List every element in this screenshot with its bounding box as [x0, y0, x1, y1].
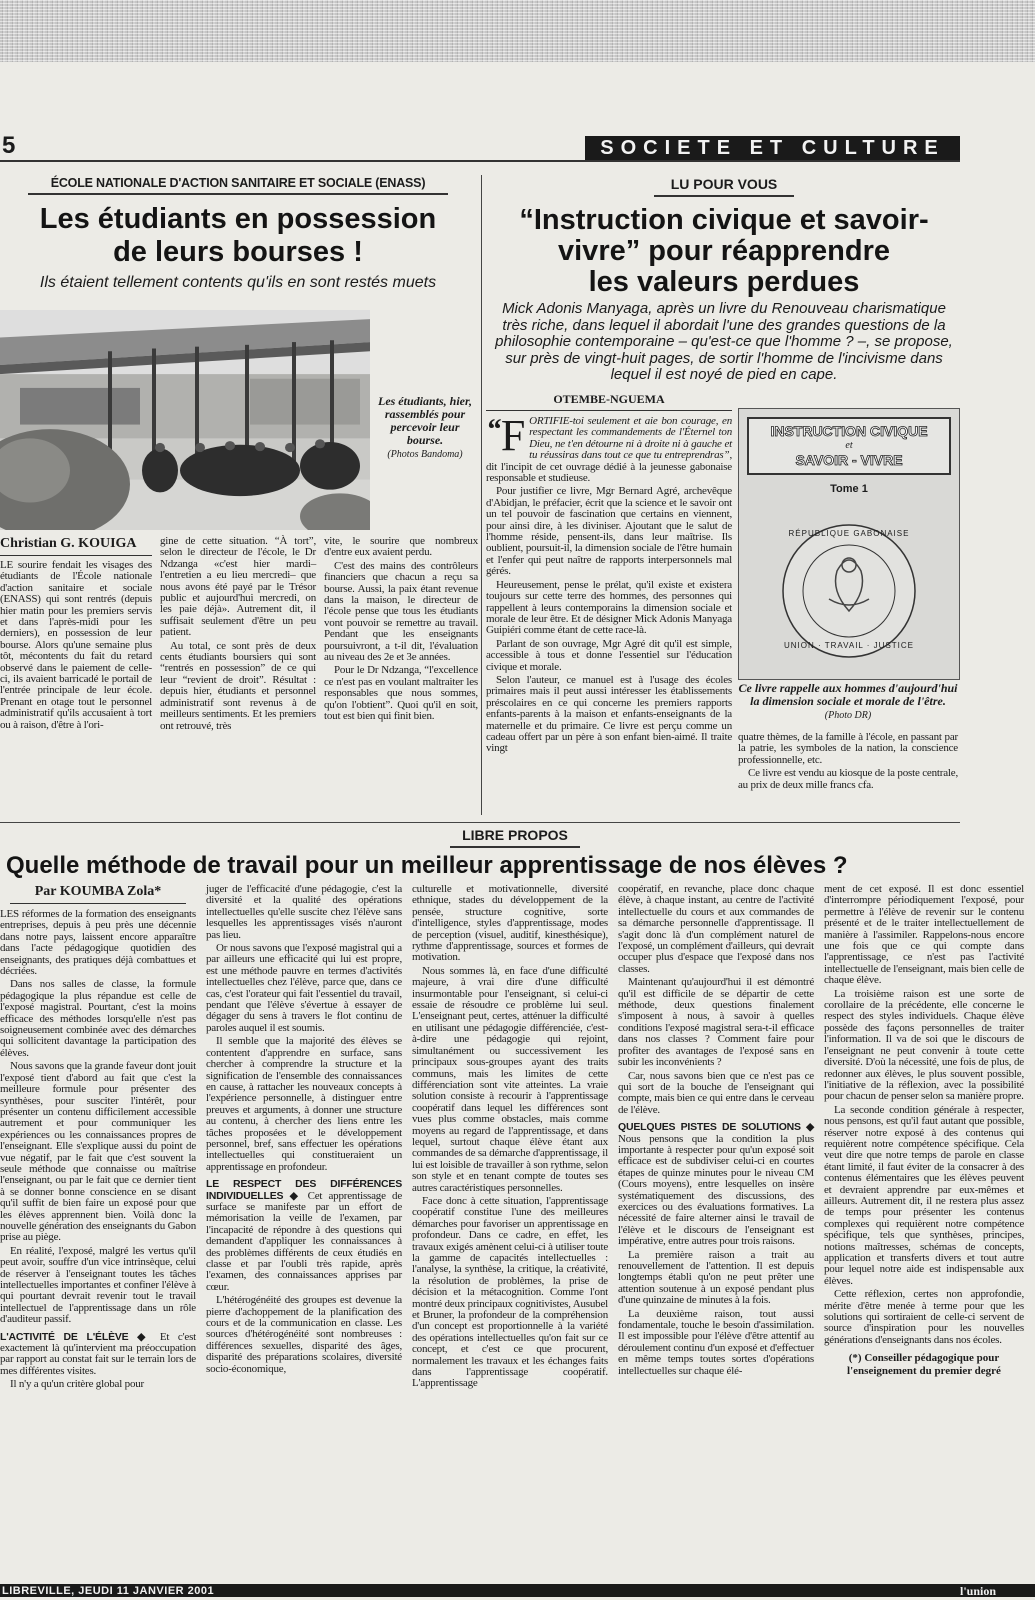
paragraph-text: LES réformes de la formation des enseignants entreprises, depuis à peu près une décennie dans notre pays, laissent encore apparaître dans l'acte pédagogique quotidien des enseignants, des pratiques déjà combattues et décriées.	[0, 908, 196, 978]
paragraph: Heureusement, pense le prélat, qu'il existe et existera toujours sur cette terre des hommes, des personnes qui rappellent à leurs contemporains la dimension sociale et morale de leur être. Et de désigner Mick Adonis Manyaga Guipiéri comme étant de cette race-là.	[486, 578, 732, 637]
bottom-column-4	[618, 884, 814, 1379]
paragraph-text: Maintenant qu'aujourd'hui il est démontré qu'il est difficile de se départir de cette méthode, deux questions finalement s'imposent à nous, à savoir à quelles conditions l'exposé magistral sera-t-il efficace dans nos classes ? Comment faire pour profiter des avantages de l'exposé sans en subir les inconvénients ?	[618, 976, 814, 1069]
paragraph	[824, 884, 1024, 987]
paragraph-text: Nous pensons que la condition la plus importante à respecter pour qu'un exposé soit efficace est de subdiviser celui-ci en courtes étapes de quinze minutes pour le niveau CM (Cours moyens), entre lesquelles on insère systématiquement des discussions, des exercices ou des évaluations formatives. La nécessité de faire alterner ainsi le travail de l'élève et le discours de l'enseignant est impérative, entre autres pour trois raisons.	[618, 1132, 814, 1248]
bottom-column-2	[206, 884, 402, 1377]
newspaper-brand: l'union	[960, 1584, 997, 1598]
kicker-rule	[450, 846, 580, 848]
paragraph	[618, 1250, 814, 1307]
paragraph-text: juger de l'efficacité d'une pédagogie, c'est la diversité et la qualité des opérations intellectuelles qu'elle suscite chez l'élève sans lesquelles les apprentissages visés n'auront pas lieu.	[206, 883, 402, 941]
paragraph	[824, 989, 1024, 1103]
top-rule	[0, 160, 960, 162]
subheading: QUELQUES PISTES DE SOLUTIONS ◆	[618, 1121, 814, 1134]
paragraph	[618, 977, 814, 1068]
paragraph-text: culturelle et motivationnelle, diversité ethnique, stades du développement de la pensée, structure cognitive, sorte d'intelligence, styles d'apprentissage, modes de perception (visuel, auditif, kinesthésique), rythme d'apprentissage, sources et formes de motivation.	[412, 883, 608, 964]
book-cover	[738, 408, 960, 680]
paragraph	[206, 1179, 402, 1293]
bottom-headline: Quelle méthode de travail pour un meilleur apprentissage de nos élèves ?	[6, 852, 848, 879]
left-column-1	[0, 536, 152, 733]
right-byline: OTEMBE-NGUEMA	[486, 392, 732, 411]
kicker-rule	[654, 195, 794, 197]
book-caption-text: Ce livre rappelle aux hommes d'aujourd'hui la dimension sociale et morale de l'être.	[738, 681, 958, 708]
bottom-column-3	[412, 884, 608, 1392]
caption-text: Les étudiants, hier, rassemblés pour percevoir leur bourse.	[377, 394, 472, 447]
paragraph: Ce livre est vendu au kiosque de la poste centrale, au prix de deux mille francs cfa.	[738, 767, 958, 791]
paragraph	[0, 909, 196, 977]
right-body	[486, 486, 732, 754]
right-headline-2: vivre” pour réapprendre	[558, 235, 890, 267]
kicker-rule	[28, 193, 448, 195]
right-article-header	[488, 176, 960, 384]
paragraph-text: L'hétérogénéité des groupes est devenue la pierre d'achoppement de la planification des cours et de la communication en classe. Les sources d'hétérogénéité sont nombreuses : différences sexuelles, disparité des âges, disparité des préparations scolaires, diversité socio-économique,	[206, 1294, 402, 1375]
paragraph: quatre thèmes, de la famille à l'école, en passant par la patrie, les symboles de la nation, la conscience professionnelle, etc.	[738, 731, 958, 766]
paragraph	[412, 884, 608, 964]
quote-mark: “	[486, 413, 501, 446]
left-column-1-body	[0, 560, 152, 731]
quote-attribution: , dit l'incipit de cet ouvrage dédié à la jeunesse gabonaise responsable et studieuse.	[486, 449, 732, 485]
paragraph-text: La seconde condition générale à respecter, nous pensons, est qu'il faut autant que possible, réserver notre exposé à des contenus qui requièrent notre compétence spécifique. Cela veut dire que notre temps de parole en classe étant limité, il faut éviter de la consacrer à des contenus élémentaires que les élèves peuvent et devraient apprendre par eux-mêmes et ailleurs. Autrement dit, il ne restera plus assez de temps pour présenter les contenus complexes qui requièrent notre compétence spécifique, tels que synthèses, principes, notions maîtresses, schémas de concepts, application et transferts divers et tout autre pour lequel notre aide est indispensable aux élèves.	[824, 1103, 1024, 1287]
paragraph-text: En réalité, l'exposé, malgré les vertus qu'il peut avoir, souffre d'un vice intrinsèque, celui de réserver à l'enseignant toutes les tâches intellectuelles importantes et confiner l'élève à qui pourtant devrait revenir tout le travail intellectuel de l'apprentissage dans un rôle d'auditeur passif.	[0, 1244, 196, 1326]
seal-bottom-text: UNION · TRAVAIL · JUSTICE	[783, 641, 915, 650]
book-credit: (Photo DR)	[824, 710, 872, 721]
right-kicker: LU POUR VOUS	[670, 176, 778, 192]
paragraph	[206, 884, 402, 941]
paragraph	[412, 1196, 608, 1390]
left-deck: Ils étaient tellement contents qu'ils en sont restés muets	[39, 274, 437, 291]
paragraph: Pour justifier ce livre, Mgr Bernard Agré, archevêque d'Abidjan, le préfacier, écrit que la science et le savoir ont un tel pouvoir de fascination que certains en viennent, pour ainsi dire, à les diviniser. Ajoutant que le salut de l'homme réside, pensent-ils, dans leur maîtrise. Ils oublient, poursuit-il, la dimension sociale de l'être humain et l'enfer qui peut naître de rapports interpersonnels mal gérés.	[486, 485, 732, 578]
paragraph-text: Il n'y a qu'un critère global pour	[10, 1378, 145, 1391]
photo-credit: (Photos Bandoma)	[387, 449, 463, 460]
page-number: 5	[2, 132, 16, 159]
paragraph: vite, le sourire que nombreux d'entre eux avaient perdu.	[324, 535, 478, 559]
photo-caption	[375, 395, 475, 461]
left-headline-1: Les étudiants en possession	[39, 203, 437, 235]
book-title-2: SAVOIR - VIVRE	[795, 452, 903, 468]
paragraph: Parlant de son ouvrage, Mgr Agré dit qu'il est simple, accessible à tous et donne l'essentiel sur l'éducation civique et morale.	[486, 637, 732, 673]
right-headline-3: les valeurs perdues	[588, 266, 860, 298]
paragraph-text: ment de cet exposé. Il est donc essentiel d'interrompre périodiquement l'exposé, pour permettre à l'élève de revenir sur le contenu présenté et de le traiter intellectuellement de manière à l'assimiler. Rappelons-nous encore une fois que ce qui compte dans l'apprentissage, ce n'est pas l'activité intellectuelle de l'enseignant, mais bien celle de chaque élève.	[824, 883, 1024, 987]
right-deck: Mick Adonis Manyaga, après un livre du Renouveau charismatique très riche, dans lequel il abordait l'une des grandes questions de la philosophie contemporaine – qu'est-ce que l'homme ? –, se propose, sur près de vingt-huit pages, de sortir l'homme de l'incivisme dans lequel il est noyé de pied en cape.	[495, 300, 953, 383]
paragraph	[0, 979, 196, 1059]
book-tome: Tome 1	[830, 483, 868, 495]
dateline: LIBREVILLE, JEUDI 11 JANVIER 2001	[2, 1585, 215, 1597]
left-column-2	[160, 536, 316, 734]
bottom-column-1	[0, 884, 196, 1393]
paragraph-text: Cet apprentissage de surface se manifeste par un effort de mémorisation la veille de l'examen, par l'incapacité de répondre à des questions qui demandent d'appliquer les connaissances à des problèmes différents de ceux étudiés en classe et par l'oubli très rapide, après l'examen, des connaissances apprises par cœur.	[206, 1189, 403, 1293]
left-headline-2: de leurs bourses !	[113, 236, 363, 268]
bottom-byline: Par KOUMBA Zola*	[10, 884, 186, 904]
paragraph	[0, 1246, 196, 1326]
subheading: L'ACTIVITÉ DE L'ÉLÈVE ◆	[0, 1330, 152, 1343]
paragraph-text: La troisième raison est une sorte de corollaire de la précédente, elle concerne le respect des styles individuels. Chaque élève possède des façons personnelles de traiter l'information. Il va de soi que le discours de l'enseignant ne peut convenir à toute cette diversité. D'où la nécessité, une fois de plus, de redonner aux élèves, le plus souvent possible, l'initiative de la réflexion, avec la possibilité pour chacun de penser selon sa manière propre.	[824, 987, 1024, 1103]
left-byline: Christian G. KOUIGA	[0, 536, 152, 556]
paragraph	[206, 1036, 402, 1173]
column-1-body	[0, 909, 196, 1391]
paragraph-text: La deuxième raison, tout aussi fondamentale, touche le besoin d'assimilation. Il est impossible pour l'élève d'être attentif au déroulement continu d'un exposé et d'effectuer en même temps toutes sortes d'opérations intellectuelles sur chaque élé-	[618, 1307, 814, 1377]
paragraph	[824, 1105, 1024, 1288]
left-kicker: ÉCOLE NATIONALE D'ACTION SANITAIRE ET SOCIALE (ENASS)	[50, 176, 426, 190]
paragraph	[618, 1071, 814, 1117]
left-article-header	[0, 176, 476, 292]
students-photo	[0, 310, 370, 530]
paragraph-text: Face donc à cette situation, l'apprentissage coopératif constitue l'une des meilleures démarches pour favoriser un apprentissage en profondeur. Dans ce cadre, en effet, les travaux exigés amènent celui-ci à utiliser toute la gamme de capacités intellectuelles : l'analyse, la synthèse, la critique, la créativité, la résolution de problèmes, la prise de décision et la métacognition. Comme l'ont montré deux principaux cognitivistes, Ausubel et Bruner, la profondeur de la compréhension d'un concept est proportionnelle à la variété des opérations intellectuelles qu'on fait sur ce concept, et c'est ce que procurent, normalement les travaux et les échanges faits dans l'apprentissage coopératif. L'apprentissage	[412, 1194, 608, 1390]
bottom-kicker: LIBRE PROPOS	[462, 827, 568, 843]
section-rule	[0, 822, 960, 823]
paragraph	[206, 943, 402, 1034]
right-column-2	[738, 732, 958, 793]
right-column-1	[486, 392, 732, 757]
paragraph: Selon l'auteur, ce manuel est à l'usage des écoles primaires mais il peut aussi intéresser les établissements préscolaires en ce qui concerne les premiers rapports enfants-parents à la maison et enfants-enseignants de la maternelle et du primaire. Ce livre est perçu comme un cadeau offert par un père à son enfant bien-aimé. Il traite vingt	[486, 673, 732, 755]
paragraph	[412, 966, 608, 1194]
bottom-article-header	[0, 827, 1030, 880]
paragraph: Au total, ce sont près de deux cents étudiants boursiers qui sont “rentrés en possession” de ce qui leur “revient de droit”. Résultat : depuis hier, étudiants et personnel administratif sont revenus à de meilleurs sentiments. Et les premiers ont retrouvé, très	[160, 639, 316, 732]
section-header: SOCIETE ET CULTURE	[585, 136, 960, 160]
paragraph-text: Il semble que la majorité des élèves se contentent d'apprendre en surface, sans chercher à comprendre la structure et la signification de l'ensemble des connaissances en cause, à rattacher les nouveaux concepts à l'expérience personnelle, à distinguer entre preuves et arguments, à donner une structure au contenu, à chercher des liens entre les tâches proposées et le développement personnel, bref, sans effectuer les opérations intellectuelles qui constitueraient un apprentissage en profondeur.	[206, 1035, 402, 1173]
paragraph: C'est des mains des contrôleurs financiers que chacun a reçu sa bourse. Aussi, la paix étant revenue dans la maison, le directeur de l'école pense que tous les étudiants vont pouvoir se remettre au travail. Pendant que les enseignants poursuivront, a t-il dit, l'évaluation au niveau des 2e et 3e années.	[324, 559, 478, 664]
subheading: LE RESPECT DES DIFFÉRENCES INDIVIDUELLES ◆	[206, 1178, 402, 1202]
paragraph	[0, 1061, 196, 1244]
seal-top-text: RÉPUBLIQUE GABONAISE	[788, 529, 910, 538]
paragraph	[618, 1122, 814, 1247]
bottom-column-5	[824, 884, 1024, 1377]
column-5-body	[824, 884, 1024, 1346]
intro-quote	[486, 411, 732, 485]
paragraph: Pour le Dr Ndzanga, “l'excellence ce n'est pas en voulant maltraiter les responsables que nous sommes, qu'on l'obtient”. Quoi qu'il en soit, tout est bien qui finit bien.	[324, 664, 478, 723]
column-divider	[481, 175, 482, 815]
paragraph-text: Nous sommes là, en face d'une difficulté majeure, à vrai dire d'une difficulté insurmontable pour l'enseignant, si celui-ci essaie de résoudre ce problème lui seul. L'enseignant peut, certes, atténuer la difficulté en utilisant une pédagogie différenciée, c'est-à-dire une pédagogie qui rejoint, simultanément ou successivement les principaux sous-groupes ayant des traits communs, mais les limites de cette différenciation sont vite atteintes. La vraie solution consiste à recourir à l'apprentissage coopératif dans lequel les différences sont vues plus comme obstacles, mais comme moyens au regard de l'apprentissage, et dans lequel, surtout chaque élève étant aux commandes de sa démarche d'apprentissage, il lui est loisible de travailler à son rythme, selon son style et en tenant compte de toutes ses autres caractéristiques personnelles.	[412, 964, 608, 1194]
paragraph	[0, 1379, 196, 1390]
author-footnote: (*) Conseiller pédagogique pour l'enseignement du premier degré	[847, 1352, 1001, 1377]
paragraph-text: Et c'est exactement là qu'intervient ma préoccupation par rapport au constat fait sur le terrain lors de mes différentes visites.	[0, 1330, 197, 1377]
paragraph: gine de cette situation. “À tort”, selon le directeur de l'école, le Dr Ndzanga «c'est hier mardi–l'entretien a eu lieu mercredi– que nous avons été payé par le Trésor public et aujourd'hui mercredi, on les paie déjà». Autrement dit, il suffisait seulement d'être un peu patient.	[160, 535, 316, 639]
paragraph-text: coopératif, en revanche, place donc chaque élève, à chaque instant, au centre de l'activité intellectuelle du cours et aux commandes de sa démarche personnelle d'apprentissage. Il s'agit donc là d'un complément naturel de l'exposé, un complément d'ailleurs, qui devrait occuper plus d'espace que l'exposé dans nos classes.	[618, 883, 814, 975]
paragraph-text: Dans nos salles de classe, la formule pédagogique la plus répandue est celle de l'exposé magistral. Pourtant, c'est la moins efficace des méthodes lorsqu'elle n'est pas soigneusement combinée avec des démarches qui sollicitent davantage la participation des élèves.	[0, 978, 196, 1059]
right-headline-1: “Instruction civique et savoir-	[519, 204, 929, 236]
paragraph	[618, 884, 814, 975]
republic-seal	[779, 521, 919, 661]
quote-text: ORTIFIE-toi seulement et aie bon courage, en respectant les commandements de l'Éternel ton Dieu, ne t'en détourne ni à droite ni à gauche et tu réussiras dans tout ce que tu entreprendras”	[529, 415, 732, 462]
paragraph-text: Or nous savons que l'exposé magistral qui a par ailleurs une efficacité qui lui est propre, est une méthode pauvre en termes d'activités intellectuelles chez l'élève, parce que, dans ce cas, c'est l'orateur qui fait l'essentiel du travail, pendant que l'élève s'évertue à essayer de dégager du sens à travers le flot continu de paroles auquel il est soumis.	[206, 942, 402, 1034]
scan-border	[0, 0, 1035, 64]
paragraph	[206, 1295, 402, 1375]
paragraph: LE sourire fendait les visages des étudiants de l'École nationale d'action sanitaire et sociale (ENASS) qui sont rentrés (depuis hier matin pour les premiers servis et dans l'après-midi pour les derniers), en possession de leur bourse. Alors qu'une semaine plus tôt, mécontents du fait du retard observé dans le paiement de celle-ci, ils avaient barricadé le portail de l'entrée principale de leur école. Prenant en otage tout le personnel administratif qu'ils accusaient à tort ou à raison, d'être à l'ori-	[0, 559, 152, 731]
book-caption	[738, 682, 958, 722]
paragraph-text: La première raison a trait au renouvellement de l'attention. Il est depuis longtemps établi qu'on ne peut prêter une attention soutenue à un exposé pendant plus d'une quinzaine de minutes à la fois.	[618, 1248, 814, 1307]
paragraph-text: Car, nous savons bien que ce n'est pas ce qui sort de la bouche de l'enseignant qui compte, mais bien ce qui entre dans le cerveau de l'élève.	[618, 1069, 814, 1116]
paragraph	[824, 1289, 1024, 1346]
book-title-1: INSTRUCTION CIVIQUE	[770, 423, 928, 439]
paragraph-text: Cette réflexion, certes non approfondie, mérite d'être menée à terme pour que les solutions qui sortiraient de celle-ci servent de source d'inspiration pour les nouvelles générations d'enseignants dans nos écoles.	[824, 1288, 1024, 1346]
left-column-3	[324, 536, 478, 725]
book-title-and: et	[845, 440, 853, 451]
paragraph	[0, 1332, 196, 1378]
dropcap: F	[500, 411, 526, 460]
book-title-box	[747, 417, 951, 475]
paragraph-text: Nous savons que la grande faveur dont jouit l'exposé tient d'abord au fait que c'est la meilleure formule pour présenter des synthèses, pour susciter l'intérêt, pour présenter un contenu difficilement accessible autrement et pour communiquer les expériences ou les connaissances propres de l'enseignant. Elle s'explique aussi du point de vue négatif, par le fait que c'est souvent la seule méthode que connaisse ou maîtrise l'enseignant, ou par le fait que ce dernier tient à se donner bonne conscience en se disant qu'il suffit de bien faire un exposé pour que les élèves apprennent bien. Voilà donc la nouvelle génération des enseignants du Gabon prise au piège.	[0, 1060, 196, 1244]
paragraph	[618, 1309, 814, 1377]
